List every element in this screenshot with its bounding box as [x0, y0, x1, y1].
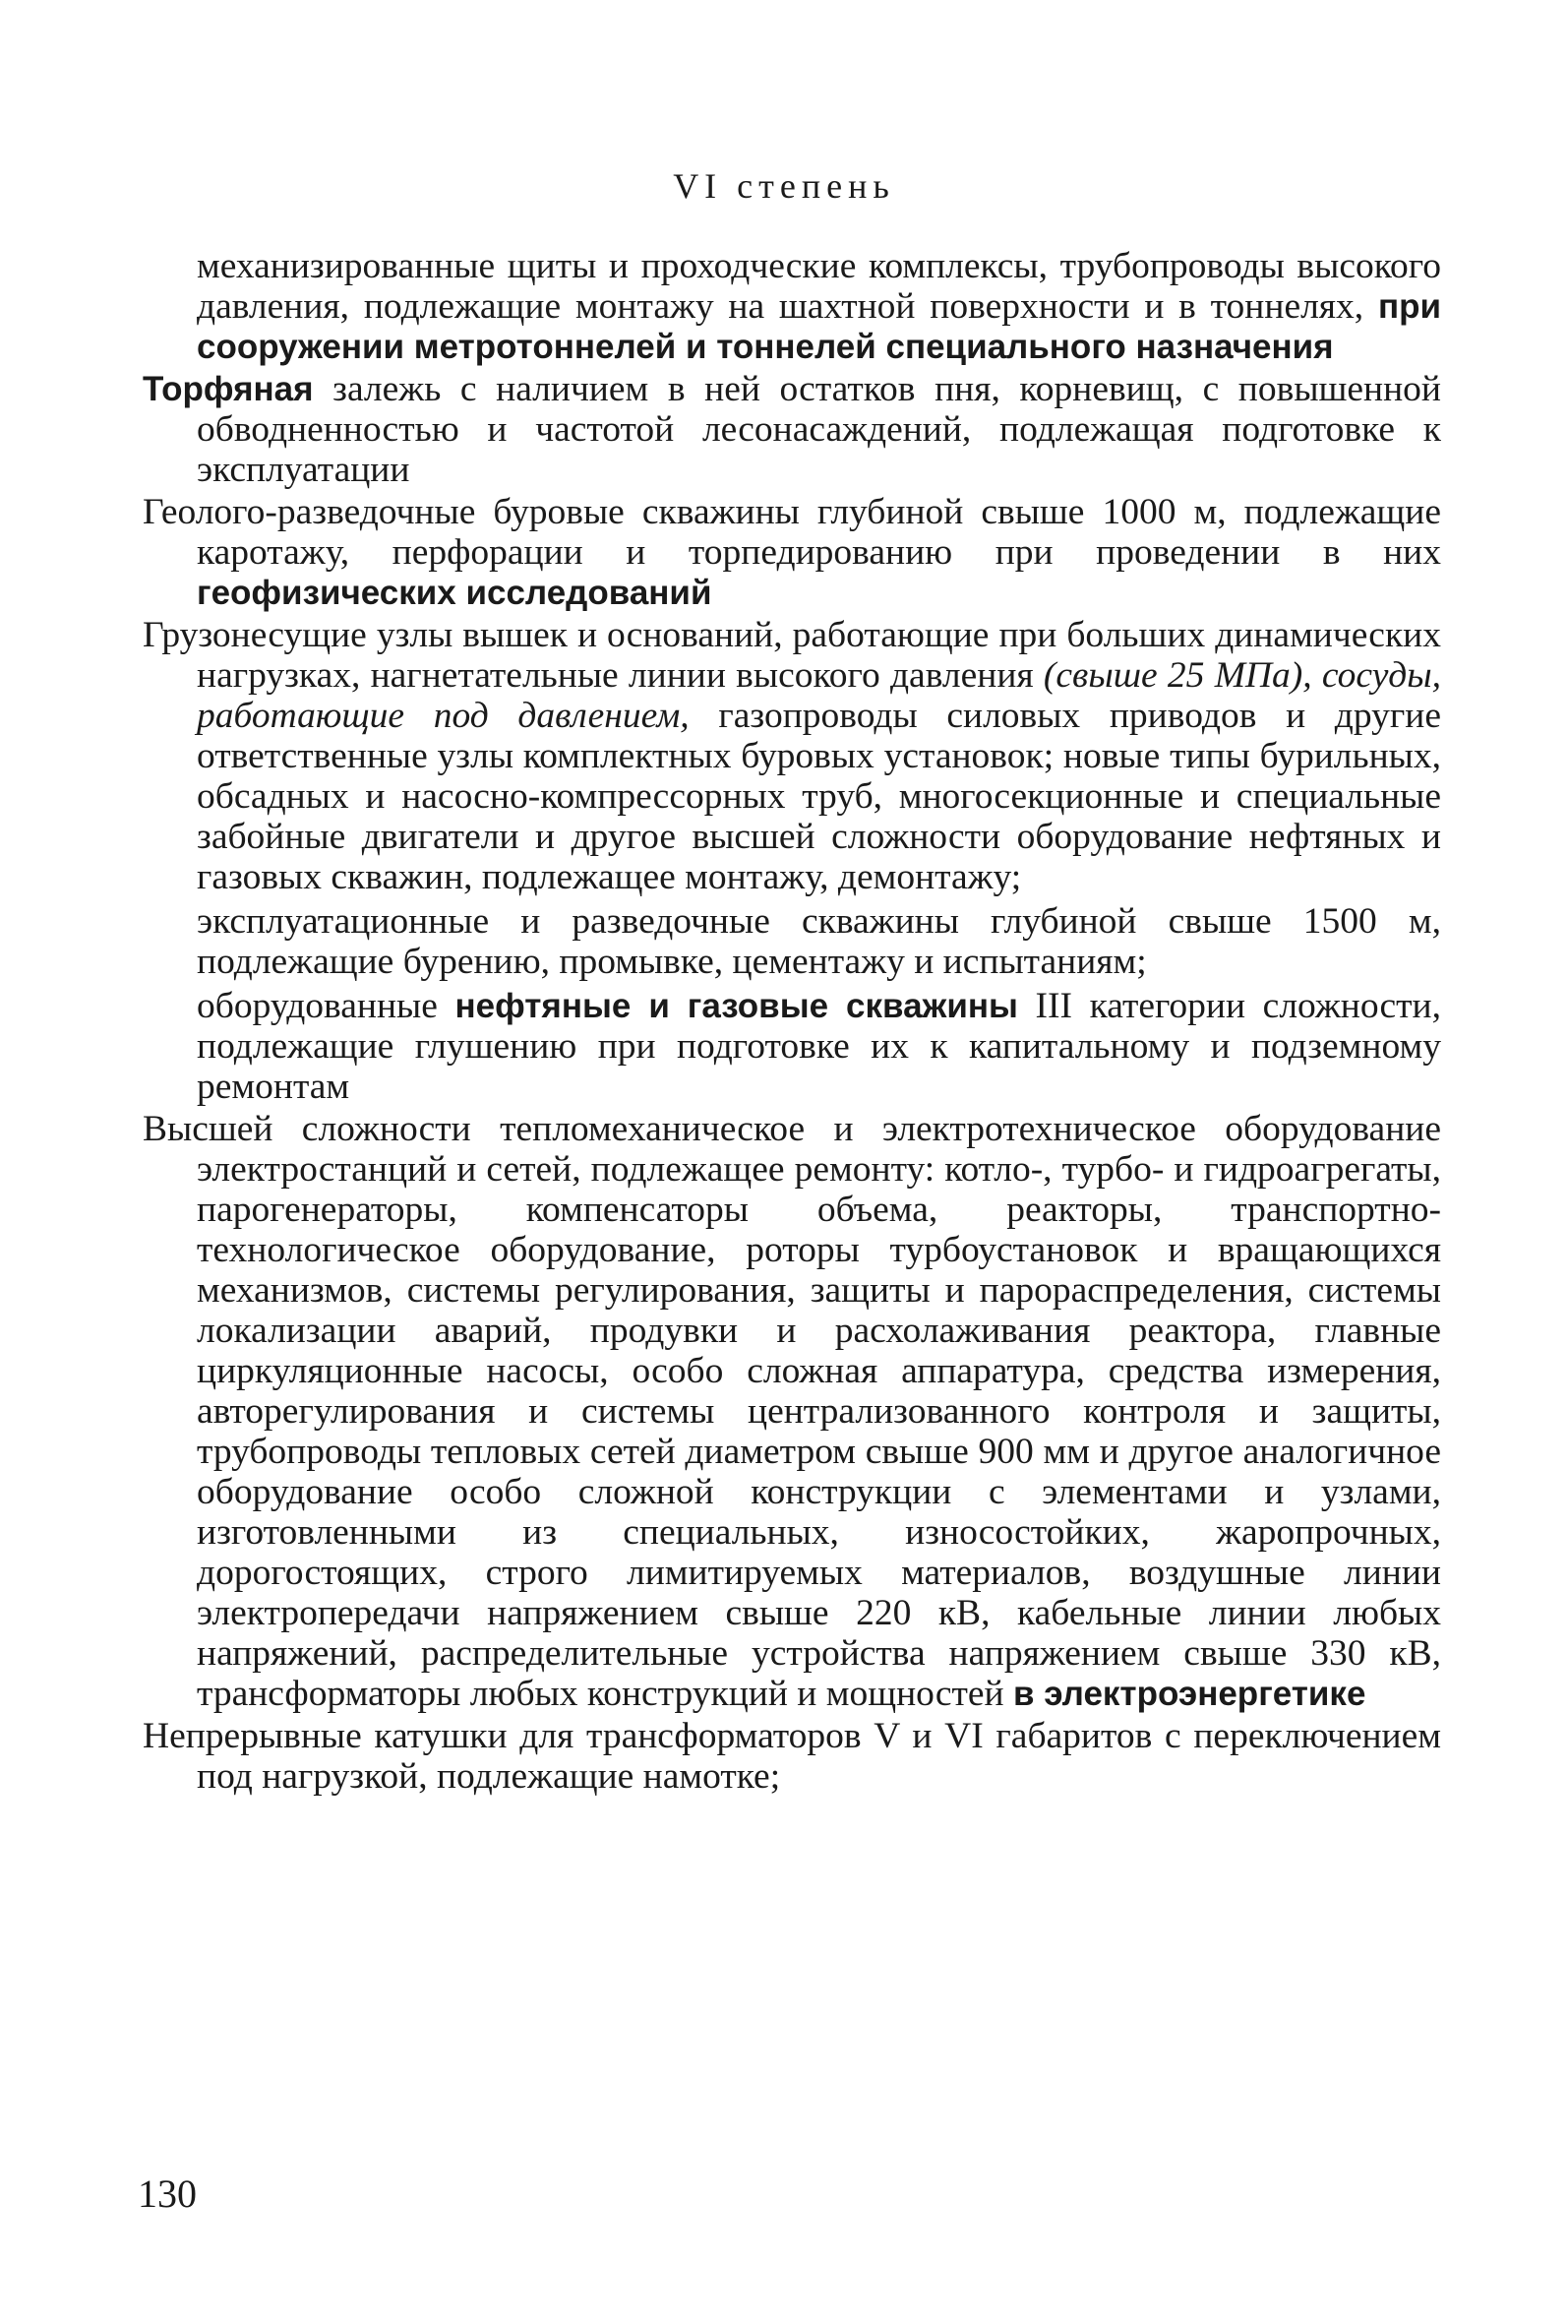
subentry-oil-gas-wells	[143, 986, 1441, 1107]
page-number: 130	[138, 2171, 197, 2216]
entry-bold-term: при сооружении метротоннелей и тоннелей специального назначения	[197, 287, 1441, 366]
entry-text: Непрерывные катушки для трансформаторов V и VI габаритов с переключением под нагрузкой, подлежащие намотке;	[143, 1716, 1441, 1797]
entry-geology-wells	[143, 492, 1441, 613]
subentry-bold-term: нефтяные и газовые скважины	[454, 987, 1018, 1025]
entry-bold-term: геофизических исследований	[197, 574, 712, 612]
entry-text: газопроводы силовых приводов и другие ответственные узлы комплектных буровых установок; новые типы бурильных, обсадных и насосно-компрессорных труб, многосекционные и специальные забойные двигатели и другое высшей сложности оборудование нефтяных и газовых скважин, подлежащее монтажу, демонтажу;	[197, 696, 1441, 897]
subentry-text: эксплуатационные и разведочные скважины глубиной свыше 1500 м, подлежащие бурению, промывке, цементажу и испытаниям;	[197, 901, 1441, 982]
entry-shields	[143, 246, 1441, 367]
body-text	[143, 246, 1441, 1799]
entry-text: Геолого-разведочные буровые скважины глубиной свыше 1000 м, подлежащие каротажу, перфорации и торпедированию при проведении в них	[143, 492, 1441, 573]
entry-text: механизированные щиты и проходческие комплексы, трубопроводы высокого давления, подлежащие монтажу на шахтной поверхности и в тоннелях,	[197, 246, 1441, 327]
running-head: VI степень	[673, 166, 895, 206]
entry-bold-term: в электроэнергетике	[1012, 1675, 1366, 1713]
subentry-text: оборудованные	[197, 986, 455, 1026]
subentry-text: III категории сложности, подлежащие глушению при подготовке их к капитальному и подземному ремонтам	[197, 986, 1441, 1107]
entry-italic-text: (свыше 25 МПа), сосуды, работающие под давлением,	[197, 655, 1441, 736]
entry-power-equipment	[143, 1109, 1441, 1714]
entry-text: Грузонесущие узлы вышек и оснований, работающие при больших динамических нагрузках, нагнетательные линии высокого давления	[143, 615, 1441, 696]
entry-text: залежь с наличием в ней остатков пня, корневищ, с повышенной обводненностью и частотой лесонасаждений, подлежащая подготовке к эксплуатации	[197, 369, 1441, 490]
entry-peat	[143, 369, 1441, 490]
subentry-wells-drilling	[143, 901, 1441, 982]
entry-bold-term: Торфяная	[143, 370, 314, 408]
entry-text: Высшей сложности тепломеханическое и электротехническое оборудование электростанций и сетей, подлежащее ремонту: котло-, турбо- и гидроагрегаты, парогенераторы, компенсаторы объема, реакторы, транспортно-технологическое оборудование, роторы турбоустановок и вращающихся механизмов, системы регулирования, защиты и парораспределения, системы локализации аварий, продувки и расхолаживания реактора, главные циркуляционные насосы, особо сложная аппаратура, средства измерения, авторегулирования и системы централизованного контроля и защиты, трубопроводы тепловых сетей диаметром свыше 900 мм и другое аналогичное оборудование особо сложной конструкции с элементами и узлами, изготовленными из специальных, износостойких, жаропрочных, дорогостоящих, строго лимитируемых материалов, воздушные линии электропередачи напряжением свыше 220 кВ, кабельные линии любых напряжений, распределительные устройства напряжением свыше 330 кВ, трансформаторы любых конструкций и мощностей	[143, 1109, 1441, 1714]
entry-drilling-units	[143, 615, 1441, 897]
entry-transformer-coils	[143, 1716, 1441, 1797]
